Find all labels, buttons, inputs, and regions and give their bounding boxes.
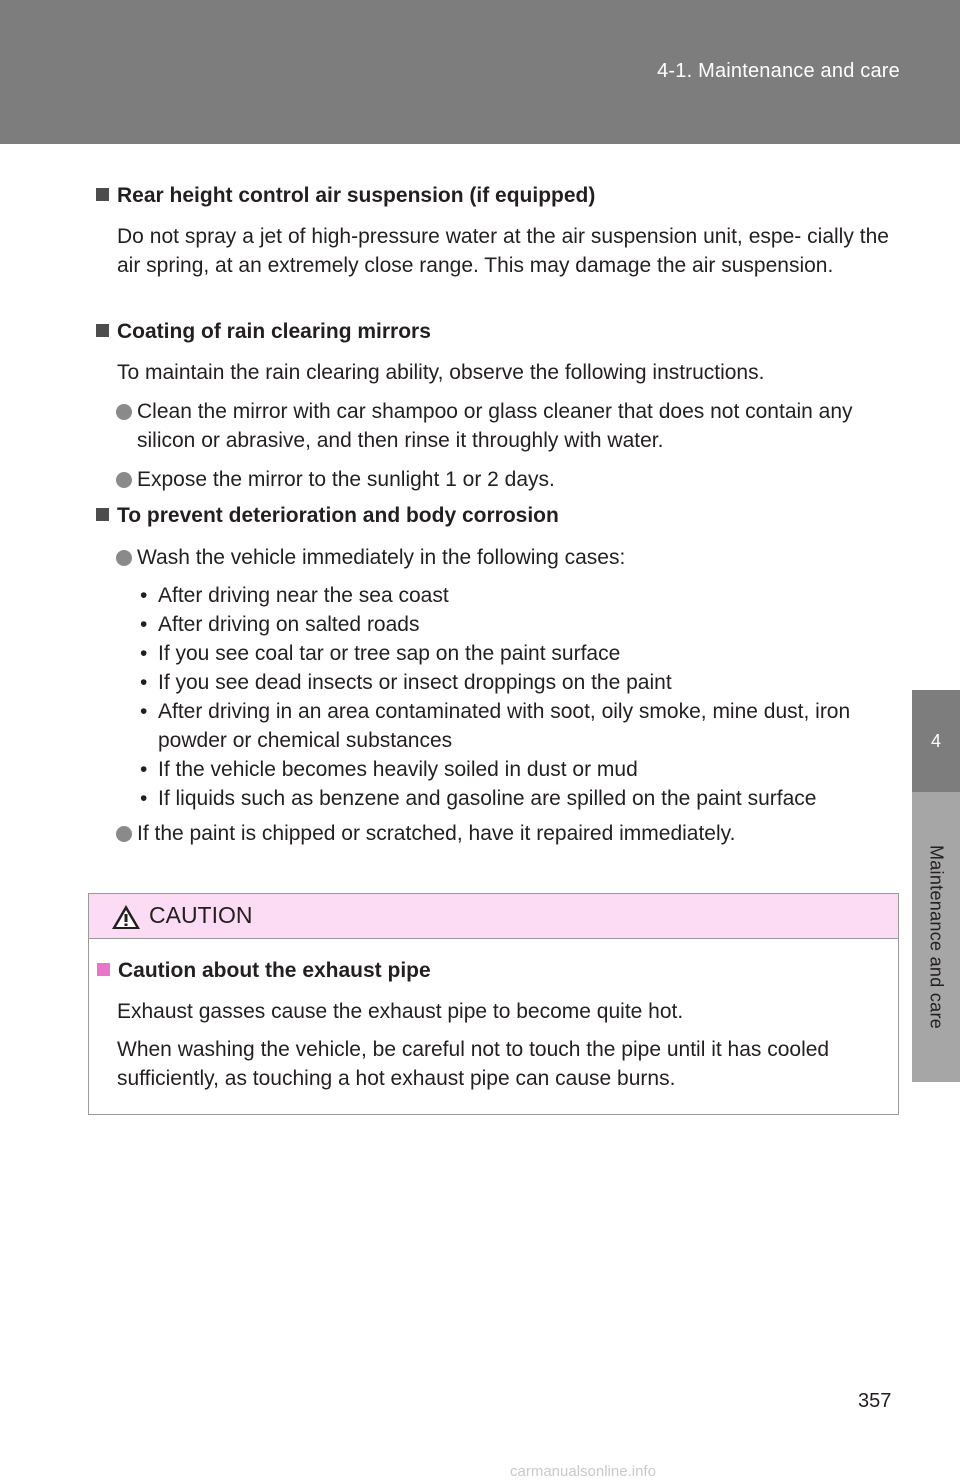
- bullet-item: [116, 819, 890, 848]
- square-bullet-icon: [96, 508, 109, 521]
- section-title-corrosion: [96, 504, 559, 528]
- bullet-text: If the paint is chipped or scratched, have it repaired immediately.: [137, 822, 736, 845]
- list-item: • If you see dead insects or insect droppings on the paint: [134, 668, 890, 697]
- list-item: • If you see coal tar or tree sap on the paint surface: [134, 639, 890, 668]
- list-item: • After driving in an area contaminated with soot, oily smoke, mine dust, iron powder or chemical substances: [134, 697, 890, 755]
- list-item: • If the vehicle becomes heavily soiled in dust or mud: [134, 755, 890, 784]
- list-item: • After driving on salted roads: [134, 610, 890, 639]
- caution-paragraph: When washing the vehicle, be careful not to touch the pipe until it has cooled sufficiently, as touching a hot exhaust pipe can cause burns.: [117, 1038, 830, 1090]
- circle-bullet-icon: [116, 550, 132, 566]
- square-bullet-icon: [97, 963, 110, 976]
- dot-bullet-icon: •: [140, 584, 148, 607]
- wash-cases-list: [134, 581, 890, 813]
- dot-bullet-icon: •: [140, 671, 148, 694]
- section-title-rain-mirrors: [96, 320, 431, 344]
- dot-bullet-icon: •: [140, 642, 148, 665]
- chapter-title: 4-1. Maintenance and care: [657, 60, 900, 82]
- section-title-rear-suspension: [96, 184, 595, 208]
- side-tab-label-text: Maintenance and care: [926, 844, 947, 1030]
- square-bullet-icon: [96, 324, 109, 337]
- page-number: 357: [858, 1390, 892, 1412]
- section-title-text: To prevent deterioration and body corrosion: [117, 504, 559, 527]
- rain-mirrors-intro: To maintain the rain clearing ability, observe the following instructions.: [117, 361, 765, 384]
- dot-bullet-icon: •: [140, 613, 148, 636]
- dot-bullet-icon: •: [140, 700, 148, 723]
- caution-label: CAUTION: [149, 902, 253, 928]
- page-header: [0, 0, 960, 144]
- caution-box: [88, 893, 899, 1115]
- bullet-text: Expose the mirror to the sunlight 1 or 2 days.: [137, 468, 555, 491]
- list-item: • After driving near the sea coast: [134, 581, 890, 610]
- circle-bullet-icon: [116, 826, 132, 842]
- bullet-item: [116, 543, 890, 572]
- bullet-item: [116, 397, 890, 455]
- caution-title: [97, 959, 431, 983]
- dot-bullet-icon: •: [140, 758, 148, 781]
- circle-bullet-icon: [116, 404, 132, 420]
- bullet-text: Wash the vehicle immediately in the following cases:: [137, 546, 626, 569]
- section-title-text: Rear height control air suspension (if equipped): [117, 184, 596, 207]
- caution-title-text: Caution about the exhaust pipe: [118, 959, 431, 982]
- dot-bullet-icon: •: [140, 787, 148, 810]
- side-tab-number: 4: [912, 690, 960, 792]
- side-tab-label: [912, 792, 960, 1082]
- warning-triangle-icon: [111, 904, 141, 930]
- list-item: • If liquids such as benzene and gasoline are spilled on the paint surface: [134, 784, 890, 813]
- caution-paragraph: Exhaust gasses cause the exhaust pipe to become quite hot.: [117, 1000, 684, 1023]
- watermark: carmanualsonline.info: [510, 1463, 656, 1480]
- bullet-text: Clean the mirror with car shampoo or glass cleaner that does not contain any silicon or abrasive, and then rinse it throughly with water.: [137, 400, 853, 452]
- square-bullet-icon: [96, 188, 109, 201]
- rear-suspension-body: Do not spray a jet of high-pressure water at the air suspension unit, espe- cially the air spring, at an extremely close range. This may damage the air suspension.: [117, 225, 889, 277]
- section-title-text: Coating of rain clearing mirrors: [117, 320, 431, 343]
- caution-header: [89, 894, 898, 939]
- circle-bullet-icon: [116, 472, 132, 488]
- bullet-item: [116, 465, 890, 494]
